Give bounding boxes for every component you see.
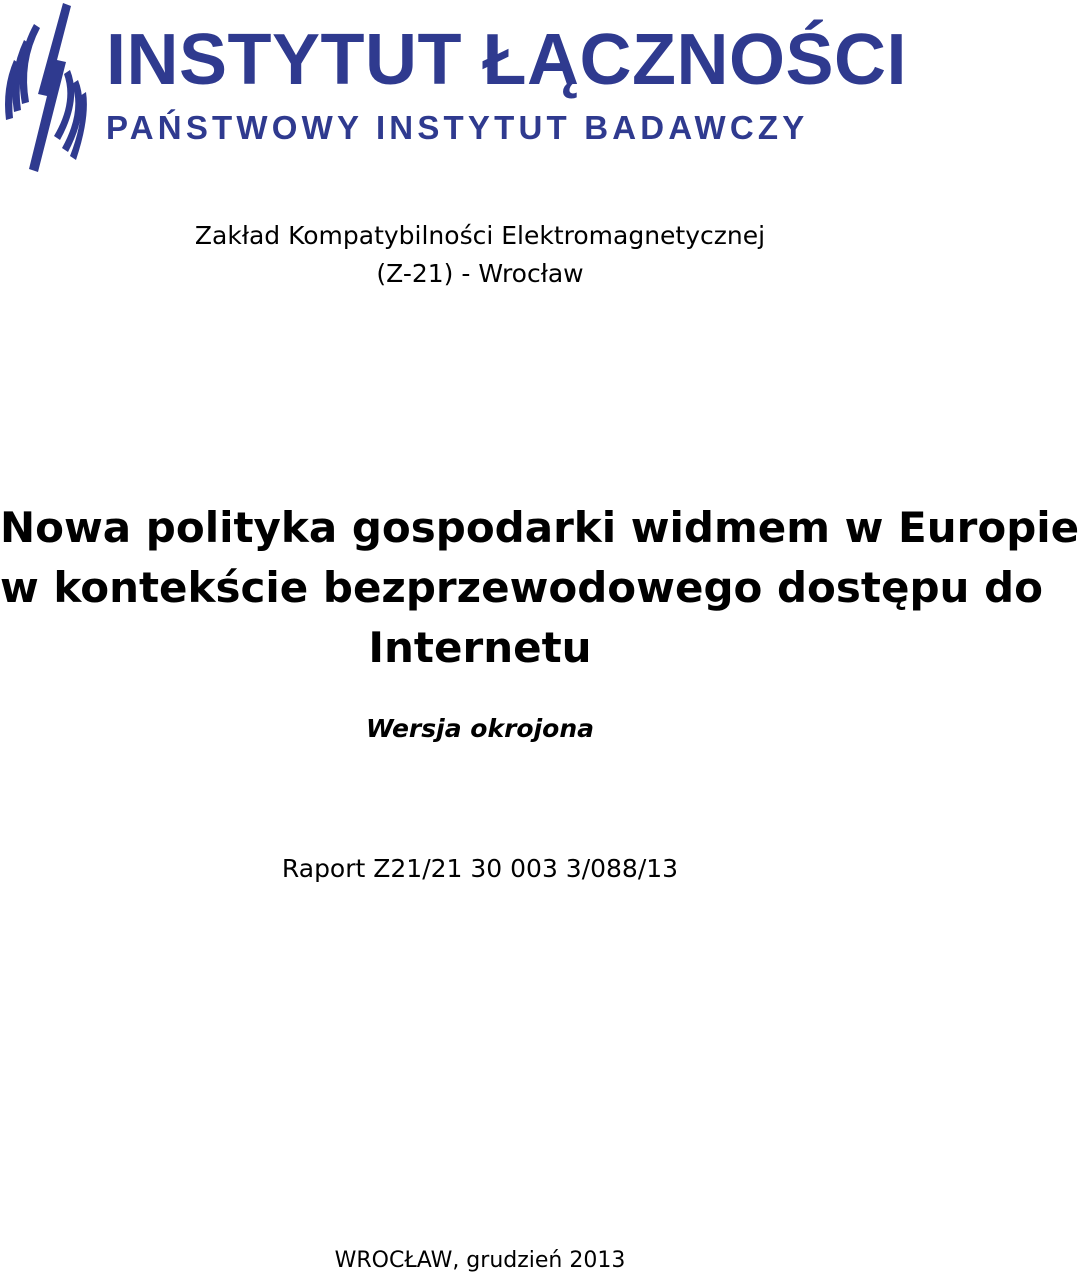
organization-subtitle: PAŃSTWOWY INSTYTUT BADAWCZY bbox=[106, 109, 809, 146]
document-title-line-3: Internetu bbox=[368, 623, 592, 672]
document-version: Wersja okrojona bbox=[365, 714, 594, 743]
report-number: Raport Z21/21 30 003 3/088/13 bbox=[281, 854, 679, 883]
document-title-line-2: w kontekście bezprzewodowego dostępu do bbox=[0, 563, 1043, 612]
department-name: Zakład Kompatybilności Elektromagnetycznej bbox=[194, 221, 766, 250]
document-title-line-1: Nowa polityka gospodarki widmem w Europie bbox=[0, 503, 1079, 552]
instytut-lacznosci-emblem-icon bbox=[0, 0, 90, 175]
place-and-date: WROCŁAW, grudzień 2013 bbox=[334, 1248, 626, 1273]
organization-name: INSTYTUT ŁĄCZNOŚCI bbox=[106, 20, 907, 100]
department-code-location: (Z-21) - Wrocław bbox=[376, 259, 584, 288]
